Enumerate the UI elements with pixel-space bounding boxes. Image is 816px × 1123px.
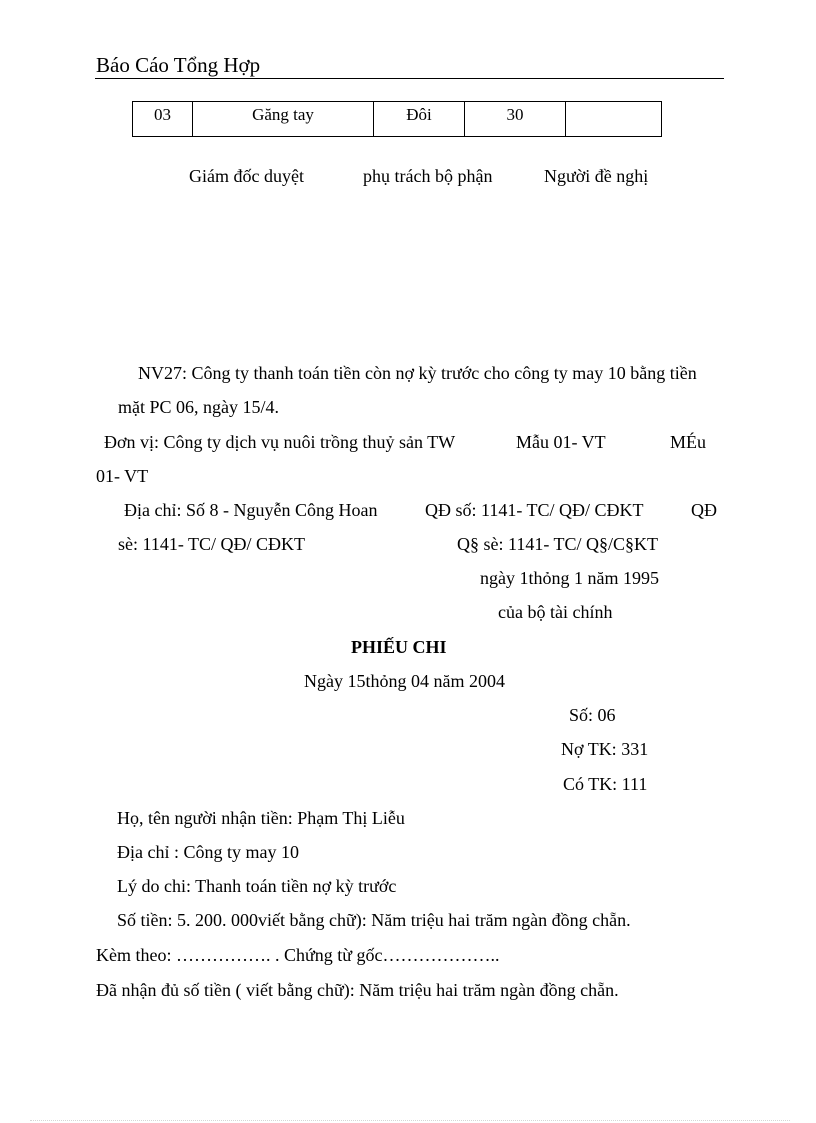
- voucher-date: Ngày 15thỏng 04 năm 2004: [304, 671, 505, 691]
- nv27-line-2: mặt PC 06, ngày 15/4.: [118, 397, 279, 417]
- decision-garbled-2: sè: 1141- TC/ QĐ/ CĐKT: [118, 534, 305, 554]
- table-cell-no: 03: [133, 102, 193, 137]
- payee-address: Địa chỉ : Công ty may 10: [117, 842, 299, 862]
- signature-proposer: Người đề nghị: [544, 166, 649, 186]
- form-code-garbled-2: 01- VT: [96, 466, 149, 486]
- table-cell-item: Găng tay: [193, 102, 374, 137]
- credit-account: Có TK: 111: [563, 774, 648, 794]
- attachments: Kèm theo: ……………. . Chứng từ gốc………………..: [96, 945, 500, 965]
- decision-garbled-1: QĐ: [691, 500, 717, 520]
- signature-director: Giám đốc duyệt: [189, 166, 304, 186]
- payment-reason: Lý do chi: Thanh toán tiền nợ kỳ trước: [117, 876, 397, 896]
- debit-account: Nợ TK: 331: [561, 739, 649, 759]
- form-code: Mẫu 01- VT: [516, 432, 606, 452]
- table-cell-unit: Đôi: [374, 102, 465, 137]
- table-row: [133, 102, 662, 137]
- payee-name: Họ, tên người nhận tiền: Phạm Thị Liễu: [117, 808, 405, 828]
- voucher-number: Số: 06: [569, 705, 616, 725]
- nv27-line-1: NV27: Công ty thanh toán tiền còn nợ kỳ trước cho công ty may 10 bằng tiền: [138, 363, 697, 383]
- header-divider: [95, 78, 724, 79]
- items-table: [132, 101, 662, 137]
- ministry-label: của bộ tài chính: [498, 602, 613, 622]
- table-cell-empty: [566, 102, 662, 137]
- voucher-title: PHIẾU CHI: [351, 637, 447, 657]
- table-cell-quantity: 30: [465, 102, 566, 137]
- page-title: Báo Cáo Tổng Hợp: [96, 53, 261, 77]
- form-code-garbled-1: MÉu: [670, 432, 706, 452]
- signature-dept-head: phụ trách bộ phận: [363, 166, 493, 186]
- footer-divider: [30, 1120, 790, 1121]
- decision-date: ngày 1thỏng 1 năm 1995: [480, 568, 659, 588]
- payment-amount: Số tiền: 5. 200. 000viết bằng chữ): Năm triệu hai trăm ngàn đồng chẵn.: [117, 910, 631, 930]
- received-amount: Đã nhận đủ số tiền ( viết bằng chữ): Năm triệu hai trăm ngàn đồng chẵn.: [96, 980, 619, 1000]
- address-label: Địa chỉ: Số 8 - Nguyễn Công Hoan: [124, 500, 378, 520]
- decision-garbled-3: Q§ sè: 1141- TC/ Q§/C§KT: [457, 534, 658, 554]
- unit-label: Đơn vị: Công ty dịch vụ nuôi trồng thuỷ sản TW: [104, 432, 456, 452]
- decision-number: QĐ số: 1141- TC/ QĐ/ CĐKT: [425, 500, 644, 520]
